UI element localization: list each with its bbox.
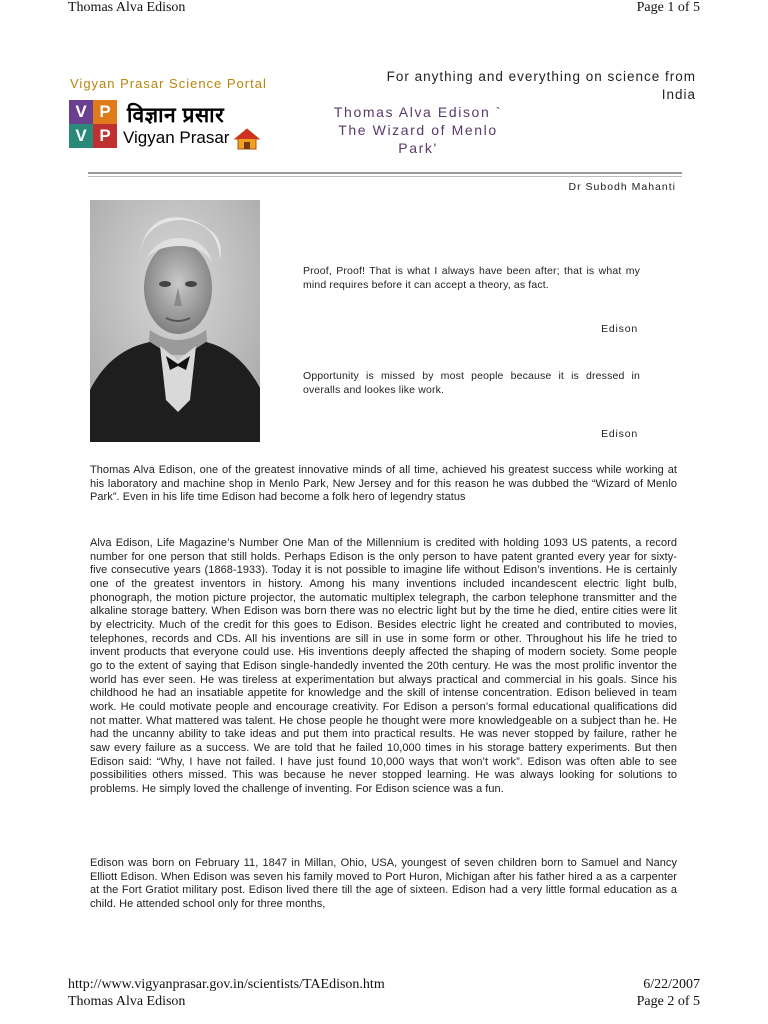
quote-1-text: Proof, Proof! That is what I always have been after; that is what my mind requires before it can accept a theory, as fact. bbox=[303, 265, 640, 291]
portal-name: Vigyan Prasar Science Portal bbox=[70, 76, 267, 91]
page-footer-url[interactable]: http://www.vigyanprasar.gov.in/scientists/TAEdison.htm bbox=[68, 977, 385, 992]
paragraph-2: Alva Edison, Life Magazine’s Number One Man of the Millennium is credited with holding 1093 US patents, a record number for one person that still holds. Perhaps Edison is the only person to have patent granted every year for sixty-five consecutive years (1868-1933). Today it is not possible to imagine life without Edison’s inventions. He is certainly one of the greatest inventors in history. Among his many inventions included incandescent electric light bulb, phonograph, the motion picture projector, the automatic multiplex telegraph, the carbon telephone transmitter and the alkaline storage battery. When Edison was born there was no electric light but by the time he died, entire cities were lit by electricity. Much of the credit for this goes to Edison. Besides electric light he created and contributed to movies, telephones, records and CDs. All his inventions are sill in use in some form or other. Throughout his life he tried to invent products that everyone could use. His inventions deeply affected the shaping of modern society. Some people go to the extent of saying that Edison single-handedly invented the 20th century. He was the most prolific inventor the world has ever seen. He was tireless at experimentation but always practical and commercial in his goals. Since his childhood he had an insatiable appetite for knowledge and the skill of intense concentration. Edison believed in team work. He could motivate people and encourage creativity. For Edison a person’s formal educational qualifications did not matter. What mattered was talent. He chose people he thought were more knowledgeable on a subject than he. He had the uncanny ability to take ideas and put them into practical results. He was never stopped by failure, rather he saw every failure as a success. We are told that he failed 10,000 times in his storage battery experiments. But then Edison said: “Why, I have not failed. I have just found 10,000 ways that won’t work”. Edison was often able to see possibilities others missed. This was because he never stopped learning. He was always looking for solutions to problems. He simply loved the challenge of inventing. For Edison science was a fun. bbox=[90, 537, 677, 795]
article-title: Thomas Alva Edison ` The Wizard of Menlo Park' bbox=[333, 104, 503, 156]
paragraph-1: Thomas Alva Edison, one of the greatest innovative minds of all time, achieved his greatest success while working at his laboratory and machine shop in Menlo Park, New Jersey and for this reason he was dubbed the “Wizard of Menlo Park”. Even in his life time Edison had become a folk hero of legendry status bbox=[90, 464, 677, 504]
divider-line-top bbox=[88, 172, 682, 174]
logo-cell-v2: V bbox=[69, 124, 93, 148]
portal-tagline: For anything and everything on science from India bbox=[386, 69, 696, 102]
quote-1-author: Edison bbox=[601, 323, 638, 335]
quote-2-author: Edison bbox=[601, 428, 638, 440]
next-page-header-title: Thomas Alva Edison bbox=[68, 994, 186, 1009]
quote-2-text: Opportunity is missed by most people because it is dressed in overalls and lookes like work. bbox=[303, 370, 640, 396]
portrait-photo bbox=[90, 200, 260, 442]
page-header-page-number: Page 1 of 5 bbox=[636, 0, 700, 15]
logo-cell-p2: P bbox=[93, 124, 117, 148]
page-header-title: Thomas Alva Edison bbox=[68, 0, 186, 15]
next-page-header-page-number: Page 2 of 5 bbox=[636, 994, 700, 1009]
home-icon[interactable] bbox=[234, 128, 260, 150]
page-footer-date: 6/22/2007 bbox=[643, 977, 700, 992]
logo-cell-v: V bbox=[69, 100, 93, 124]
logo-hindi-text: विज्ञान प्रसार bbox=[127, 104, 225, 127]
divider-line-bottom bbox=[88, 176, 682, 177]
logo-cell-p: P bbox=[93, 100, 117, 124]
author-name: Dr Subodh Mahanti bbox=[568, 181, 676, 193]
logo-english-text: Vigyan Prasar bbox=[123, 128, 230, 147]
paragraph-3: Edison was born on February 11, 1847 in Millan, Ohio, USA, youngest of seven children born to Samuel and Nancy Elliott Edison. When Edison was seven his family moved to Port Huron, Michigan after his father hired a as a carpenter at the Fort Gratiot military post. Edison lived there till the age of sixteen. Edison had a very little formal education as a child. He attended school only for three months, bbox=[90, 857, 677, 910]
vigyan-prasar-logo[interactable] bbox=[69, 100, 269, 152]
